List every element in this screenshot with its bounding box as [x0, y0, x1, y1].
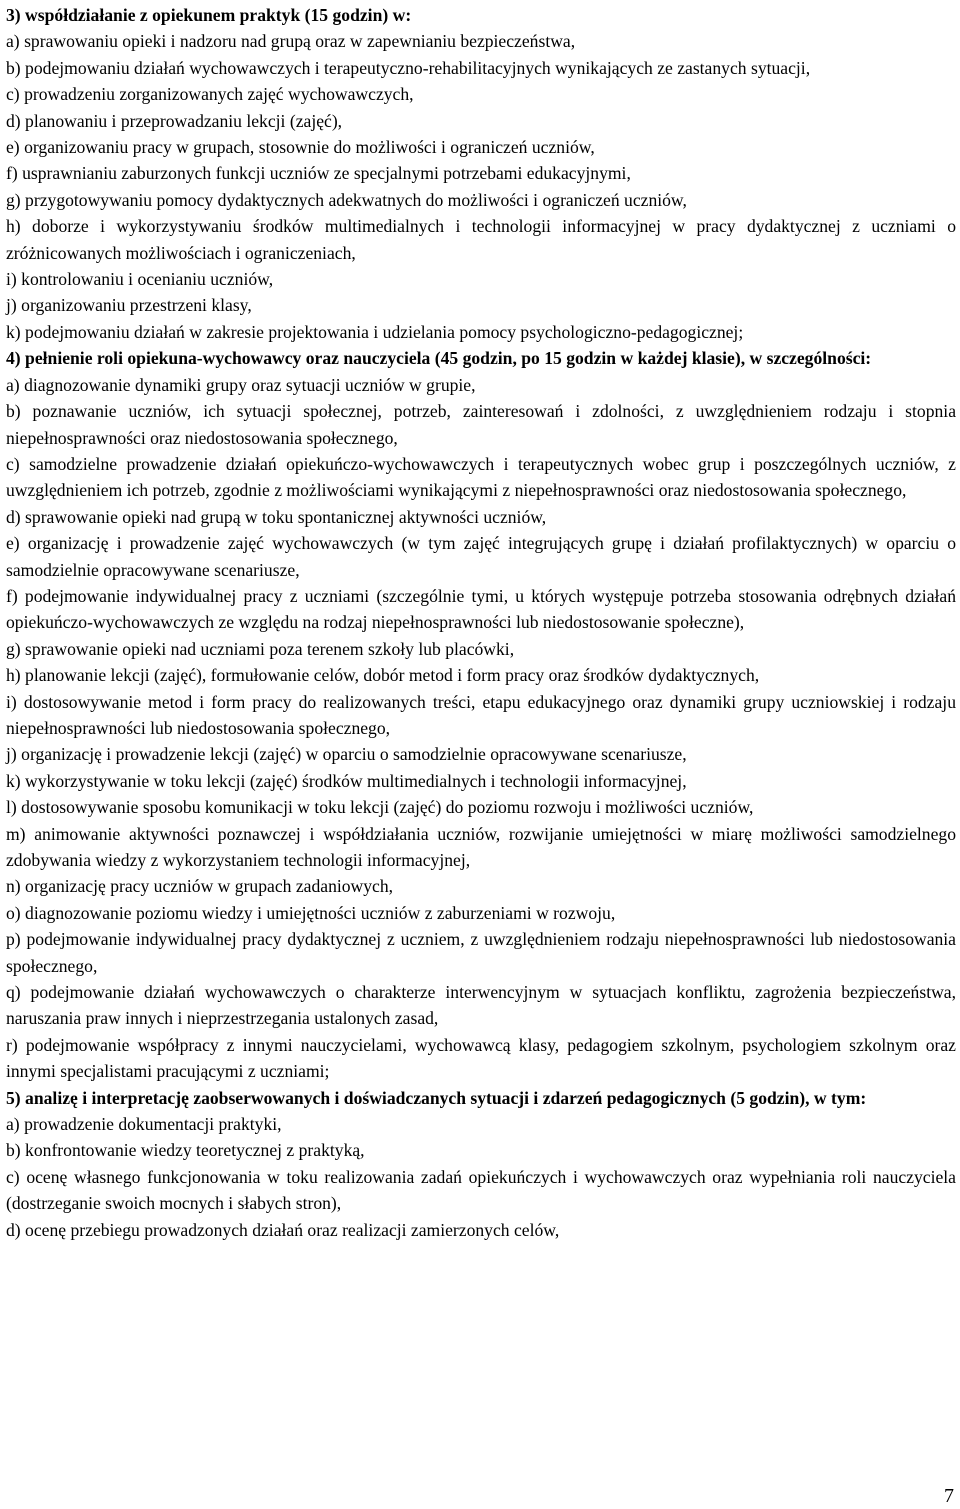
- list-item: i) dostosowywanie metod i form pracy do realizowanych treści, etapu edukacyjnego oraz dynamiki grupy uczniowskiej i rodzaju niepełnosprawności lub niedostosowania społecznego,: [6, 691, 956, 738]
- page-number: 7: [944, 1485, 954, 1507]
- list-item: k) podejmowaniu działań w zakresie projektowania i udzielania pomocy psychologiczno-pedagogicznej;: [6, 321, 744, 342]
- section-3: [6, 2, 956, 345]
- list-item: h) planowanie lekcji (zajęć), formułowanie celów, dobór metod i form pracy oraz środków dydaktycznych,: [6, 665, 760, 686]
- list-item: c) samodzielne prowadzenie działań opiekuńczo-wychowawczych i terapeutycznych wobec grup i poszczególnych uczniów, z uwzględnieniem ich potrzeb, zgodnie z możliwościami wynikającymi z niepełnosprawności oraz niedostosowania społecznego,: [6, 453, 956, 501]
- list-item: j) organizowaniu przestrzeni klasy,: [6, 295, 252, 316]
- list-item: l) dostosowywanie sposobu komunikacji w toku lekcji (zajęć) do poziomu rozwoju i możliwości uczniów,: [6, 797, 754, 818]
- list-item: d) ocenę przebiegu prowadzonych działań oraz realizacji zamierzonych celów,: [6, 1219, 560, 1240]
- list-item: c) prowadzeniu zorganizowanych zajęć wychowawczych,: [6, 84, 414, 105]
- list-item: d) sprawowanie opieki nad grupą w toku spontanicznej aktywności uczniów,: [6, 506, 547, 527]
- list-item: j) organizację i prowadzenie lekcji (zajęć) w oparciu o samodzielnie opracowywane scenariusze,: [6, 744, 687, 765]
- list-item: g) sprawowanie opieki nad uczniami poza terenem szkoły lub placówki,: [6, 638, 515, 659]
- list-item: f) usprawnianiu zaburzonych funkcji uczniów ze specjalnymi potrzebami edukacyjnymi,: [6, 163, 631, 184]
- list-item: e) organizację i prowadzenie zajęć wychowawczych (w tym zajęć integrujących grupę i działań profilaktycznych) w oparciu o samodzielnie opracowywane scenariusze,: [6, 533, 956, 580]
- list-item: a) diagnozowanie dynamiki grupy oraz sytuacji uczniów w grupie,: [6, 374, 476, 395]
- list-item: r) podejmowanie współpracy z innymi nauczycielami, wychowawcą klasy, pedagogiem szkolnym, psychologiem szkolnym oraz innymi specjalistami pracującymi z uczniami;: [6, 1034, 956, 1082]
- section-heading: 5) analizę i interpretację zaobserwowanych i doświadczanych sytuacji i zdarzeń pedagogicznych (5 godzin), w tym:: [6, 1087, 867, 1108]
- section-5: [6, 1085, 956, 1243]
- list-item: c) ocenę własnego funkcjonowania w toku realizowania zadań opiekuńczych i wychowawczych oraz wypełniania roli nauczyciela (dostrzeganie swoich mocnych i słabych stron),: [6, 1166, 956, 1214]
- list-item: a) sprawowaniu opieki i nadzoru nad grupą oraz w zapewnianiu bezpieczeństwa,: [6, 31, 576, 52]
- list-item: b) poznawanie uczniów, ich sytuacji społecznej, potrzeb, zainteresowań i zdolności, z uwzględnieniem rodzaju i stopnia niepełnosprawności oraz niedostosowania społecznego,: [6, 401, 956, 448]
- list-item: e) organizowaniu pracy w grupach, stosownie do możliwości i ograniczeń uczniów,: [6, 137, 595, 158]
- list-item: d) planowaniu i przeprowadzaniu lekcji (zajęć),: [6, 110, 343, 131]
- list-item: i) kontrolowaniu i ocenianiu uczniów,: [6, 269, 274, 290]
- list-item: b) konfrontowanie wiedzy teoretycznej z praktyką,: [6, 1140, 365, 1161]
- list-item: b) podejmowaniu działań wychowawczych i terapeutyczno-rehabilitacyjnych wynikających ze zastanych sytuacji,: [6, 57, 811, 78]
- list-item: o) diagnozowanie poziomu wiedzy i umiejętności uczniów z zaburzeniami w rozwoju,: [6, 902, 616, 923]
- section-heading: 3) współdziałanie z opiekunem praktyk (15 godzin) w:: [6, 5, 412, 25]
- list-item: q) podejmowanie działań wychowawczych o charakterze interwencyjnym w sytuacjach konfliktu, zagrożenia bezpieczeństwa, naruszania praw innych i nieprzestrzegania ustalonych zasad,: [6, 982, 956, 1029]
- document-page: [6, 2, 956, 1243]
- list-item: k) wykorzystywanie w toku lekcji (zajęć) środków multimedialnych i technologii informacyjnej,: [6, 770, 687, 791]
- list-item: m) animowanie aktywności poznawczej i współdziałania uczniów, rozwijanie umiejętności w miarę możliwości samodzielnego zdobywania wiedzy z wykorzystaniem technologii informacyjnej,: [6, 823, 956, 870]
- section-heading: 4) pełnienie roli opiekuna-wychowawcy oraz nauczyciela (45 godzin, po 15 godzin w każdej klasie), w szczególności:: [6, 348, 872, 369]
- list-item: h) doborze i wykorzystywaniu środków multimedialnych i technologii informacyjnej w pracy dydaktycznej z uczniami o zróżnicowanych możliwościach i ograniczeniach,: [6, 216, 956, 263]
- list-item: n) organizację pracy uczniów w grupach zadaniowych,: [6, 876, 394, 897]
- list-item: p) podejmowanie indywidualnej pracy dydaktycznej z uczniem, z uwzględnieniem rodzaju niepełnosprawności lub niedostosowania społecznego,: [6, 929, 956, 976]
- section-4: [6, 345, 956, 1084]
- list-item: g) przygotowywaniu pomocy dydaktycznych adekwatnych do możliwości i ograniczeń uczniów,: [6, 189, 687, 210]
- list-item: f) podejmowanie indywidualnej pracy z uczniami (szczególnie tymi, u których występuje potrzeba stosowania odrębnych działań opiekuńczo-wychowawczych ze względu na rodzaj niepełnosprawności lub niedostosowanie społeczne),: [6, 585, 956, 633]
- list-item: a) prowadzenie dokumentacji praktyki,: [6, 1114, 282, 1135]
